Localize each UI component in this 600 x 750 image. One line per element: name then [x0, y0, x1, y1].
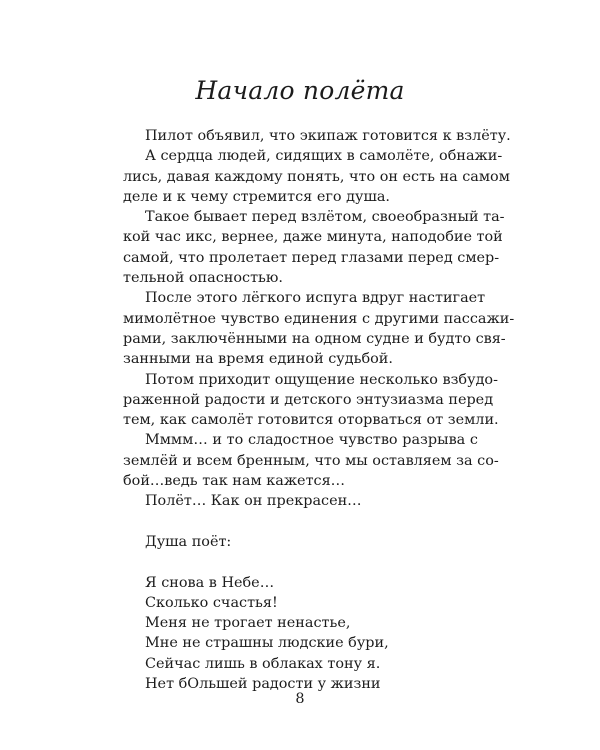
verse-line: Я снова в Небе… — [145, 574, 275, 591]
chapter-title: Начало полёта — [195, 76, 405, 105]
text-line: землёй и всем бренным, что мы оставляем за со- — [123, 452, 499, 469]
text-line: Потом приходит ощущение несколько взбудо- — [145, 371, 498, 388]
text-line: Душа поёт: — [145, 533, 232, 550]
text-line: После этого лёгкого испуга вдруг настигает — [145, 290, 486, 307]
text-line: рами, заключёнными на одном судне и будто свя- — [123, 330, 506, 347]
verse-line: Сколько счастья! — [145, 594, 278, 611]
text-line: Мммм… и то сладостное чувство разрыва с — [145, 432, 478, 449]
text-line: Пилот объявил, что экипаж готовится к взлёту. — [145, 128, 511, 144]
text-line: лись, давая каждому понять, что он есть на самом — [123, 168, 510, 185]
text-line: тельной опасностью. — [123, 270, 283, 287]
text-line: мимолётное чувство единения с другими пассажи- — [123, 310, 515, 327]
blank-line — [123, 552, 478, 572]
text-line: деле и к чему стремится его душа. — [123, 188, 390, 205]
page-number: 8 — [295, 691, 305, 707]
verse-line: Мне не страшны людские бури, — [145, 635, 389, 652]
verse-line: Нет бОльшей радости у жизни — [145, 676, 381, 693]
verse-line: Сейчас лишь в облаках тону я. — [145, 655, 381, 672]
text-line: занными на время единой судьбой. — [123, 351, 393, 368]
text-line: самой, что пролетает перед глазами перед смер- — [123, 249, 500, 266]
blank-line — [123, 512, 478, 532]
text-line: кой час икс, вернее, даже минута, наподобие той — [123, 229, 503, 246]
chapter-text — [123, 126, 515, 694]
text-line: раженной радости и детского энтузиазма перед — [123, 391, 494, 408]
text-line: Такое бывает перед взлётом, своеобразный та- — [145, 209, 505, 226]
text-line: тем, как самолёт готовится оторваться от земли. — [123, 412, 499, 429]
text-line: бой…ведь так нам кажется… — [123, 473, 346, 490]
verse-line: Меня не трогает ненастье, — [145, 615, 351, 632]
text-line: А сердца людей, сидящих в самолёте, обнажи- — [145, 148, 503, 165]
text-line: Полёт… Как он прекрасен… — [145, 493, 362, 510]
